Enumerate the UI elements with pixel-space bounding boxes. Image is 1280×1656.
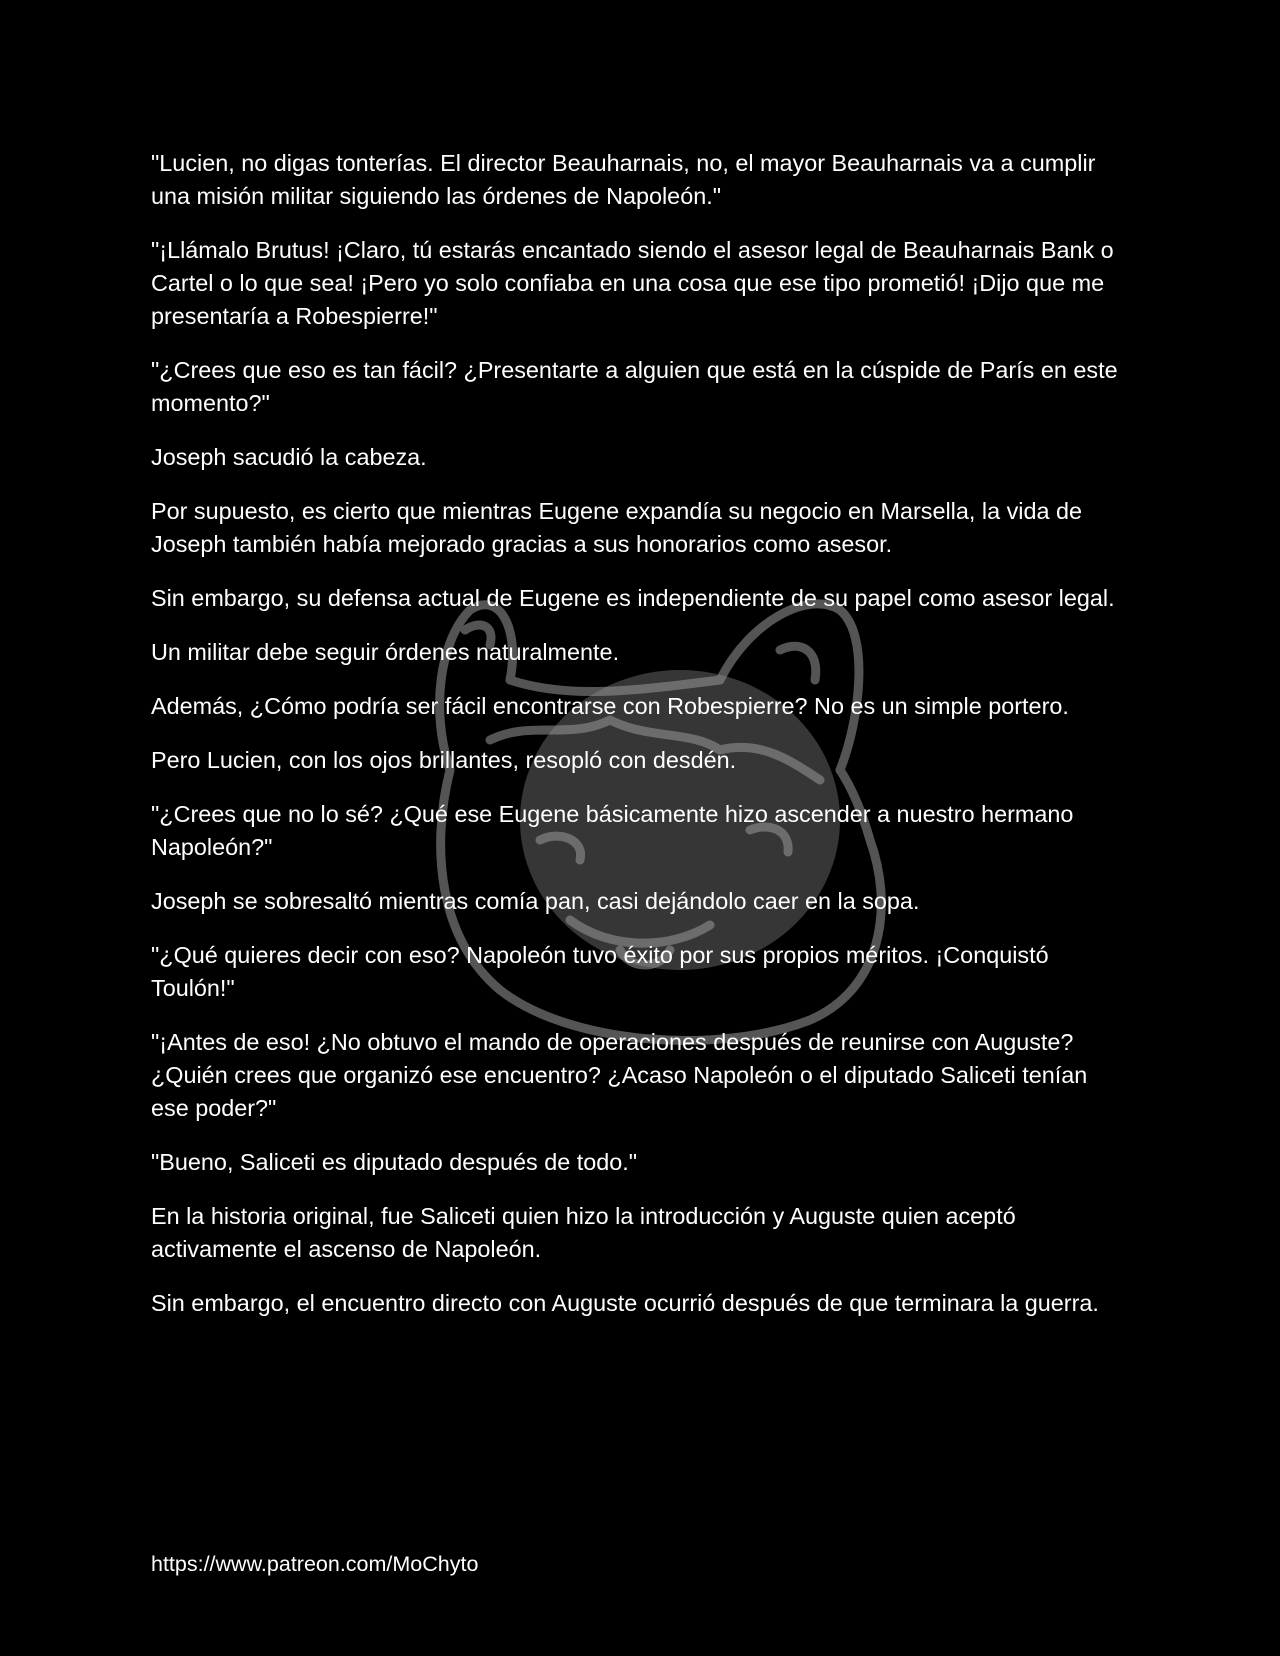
paragraph: Además, ¿Cómo podría ser fácil encontrarse con Robespierre? No es un simple portero. xyxy=(151,693,1069,719)
paragraph: Joseph sacudió la cabeza. xyxy=(151,444,427,470)
paragraph: Por supuesto, es cierto que mientras Eugene expandía su negocio en Marsella, la vida de Joseph también había mejorado gracias a sus honorarios como asesor. xyxy=(151,498,1082,557)
paragraph: "Bueno, Saliceti es diputado después de todo." xyxy=(151,1149,638,1175)
paragraph: "¿Qué quieres decir con eso? Napoleón tuvo éxito por sus propios méritos. ¡Conquistó Toulón!" xyxy=(151,942,1049,1001)
patreon-link[interactable]: https://www.patreon.com/MoChyto xyxy=(151,1552,479,1576)
chapter-text xyxy=(151,147,1131,1341)
paragraph: "¡Antes de eso! ¿No obtuvo el mando de operaciones después de reunirse con Auguste? ¿Quién crees que organizó ese encuentro? ¿Acaso Napoleón o el diputado Saliceti tenían ese poder?" xyxy=(151,1029,1088,1121)
paragraph: "¿Crees que no lo sé? ¿Qué ese Eugene básicamente hizo ascender a nuestro hermano Napoleón?" xyxy=(151,801,1074,860)
paragraph: "¡Llámalo Brutus! ¡Claro, tú estarás encantado siendo el asesor legal de Beauharnais Bank o Cartel o lo que sea! ¡Pero yo solo confiaba en una cosa que ese tipo prometió! ¡Dijo que me presentaría a Robespierre!" xyxy=(151,237,1114,329)
paragraph: En la historia original, fue Saliceti quien hizo la introducción y Auguste quien aceptó activamente el ascenso de Napoleón. xyxy=(151,1203,1016,1262)
paragraph: Pero Lucien, con los ojos brillantes, resopló con desdén. xyxy=(151,747,737,773)
paragraph: Sin embargo, su defensa actual de Eugene es independiente de su papel como asesor legal. xyxy=(151,585,1115,611)
paragraph: "¿Crees que eso es tan fácil? ¿Presentarte a alguien que está en la cúspide de París en este momento?" xyxy=(151,357,1118,416)
paragraph: Un militar debe seguir órdenes naturalmente. xyxy=(151,639,620,665)
paragraph: Joseph se sobresaltó mientras comía pan, casi dejándolo caer en la sopa. xyxy=(151,888,920,914)
paragraph: Sin embargo, el encuentro directo con Auguste ocurrió después de que terminara la guerra. xyxy=(151,1290,1099,1316)
paragraph: "Lucien, no digas tonterías. El director Beauharnais, no, el mayor Beauharnais va a cumplir una misión militar siguiendo las órdenes de Napoleón." xyxy=(151,150,1096,209)
